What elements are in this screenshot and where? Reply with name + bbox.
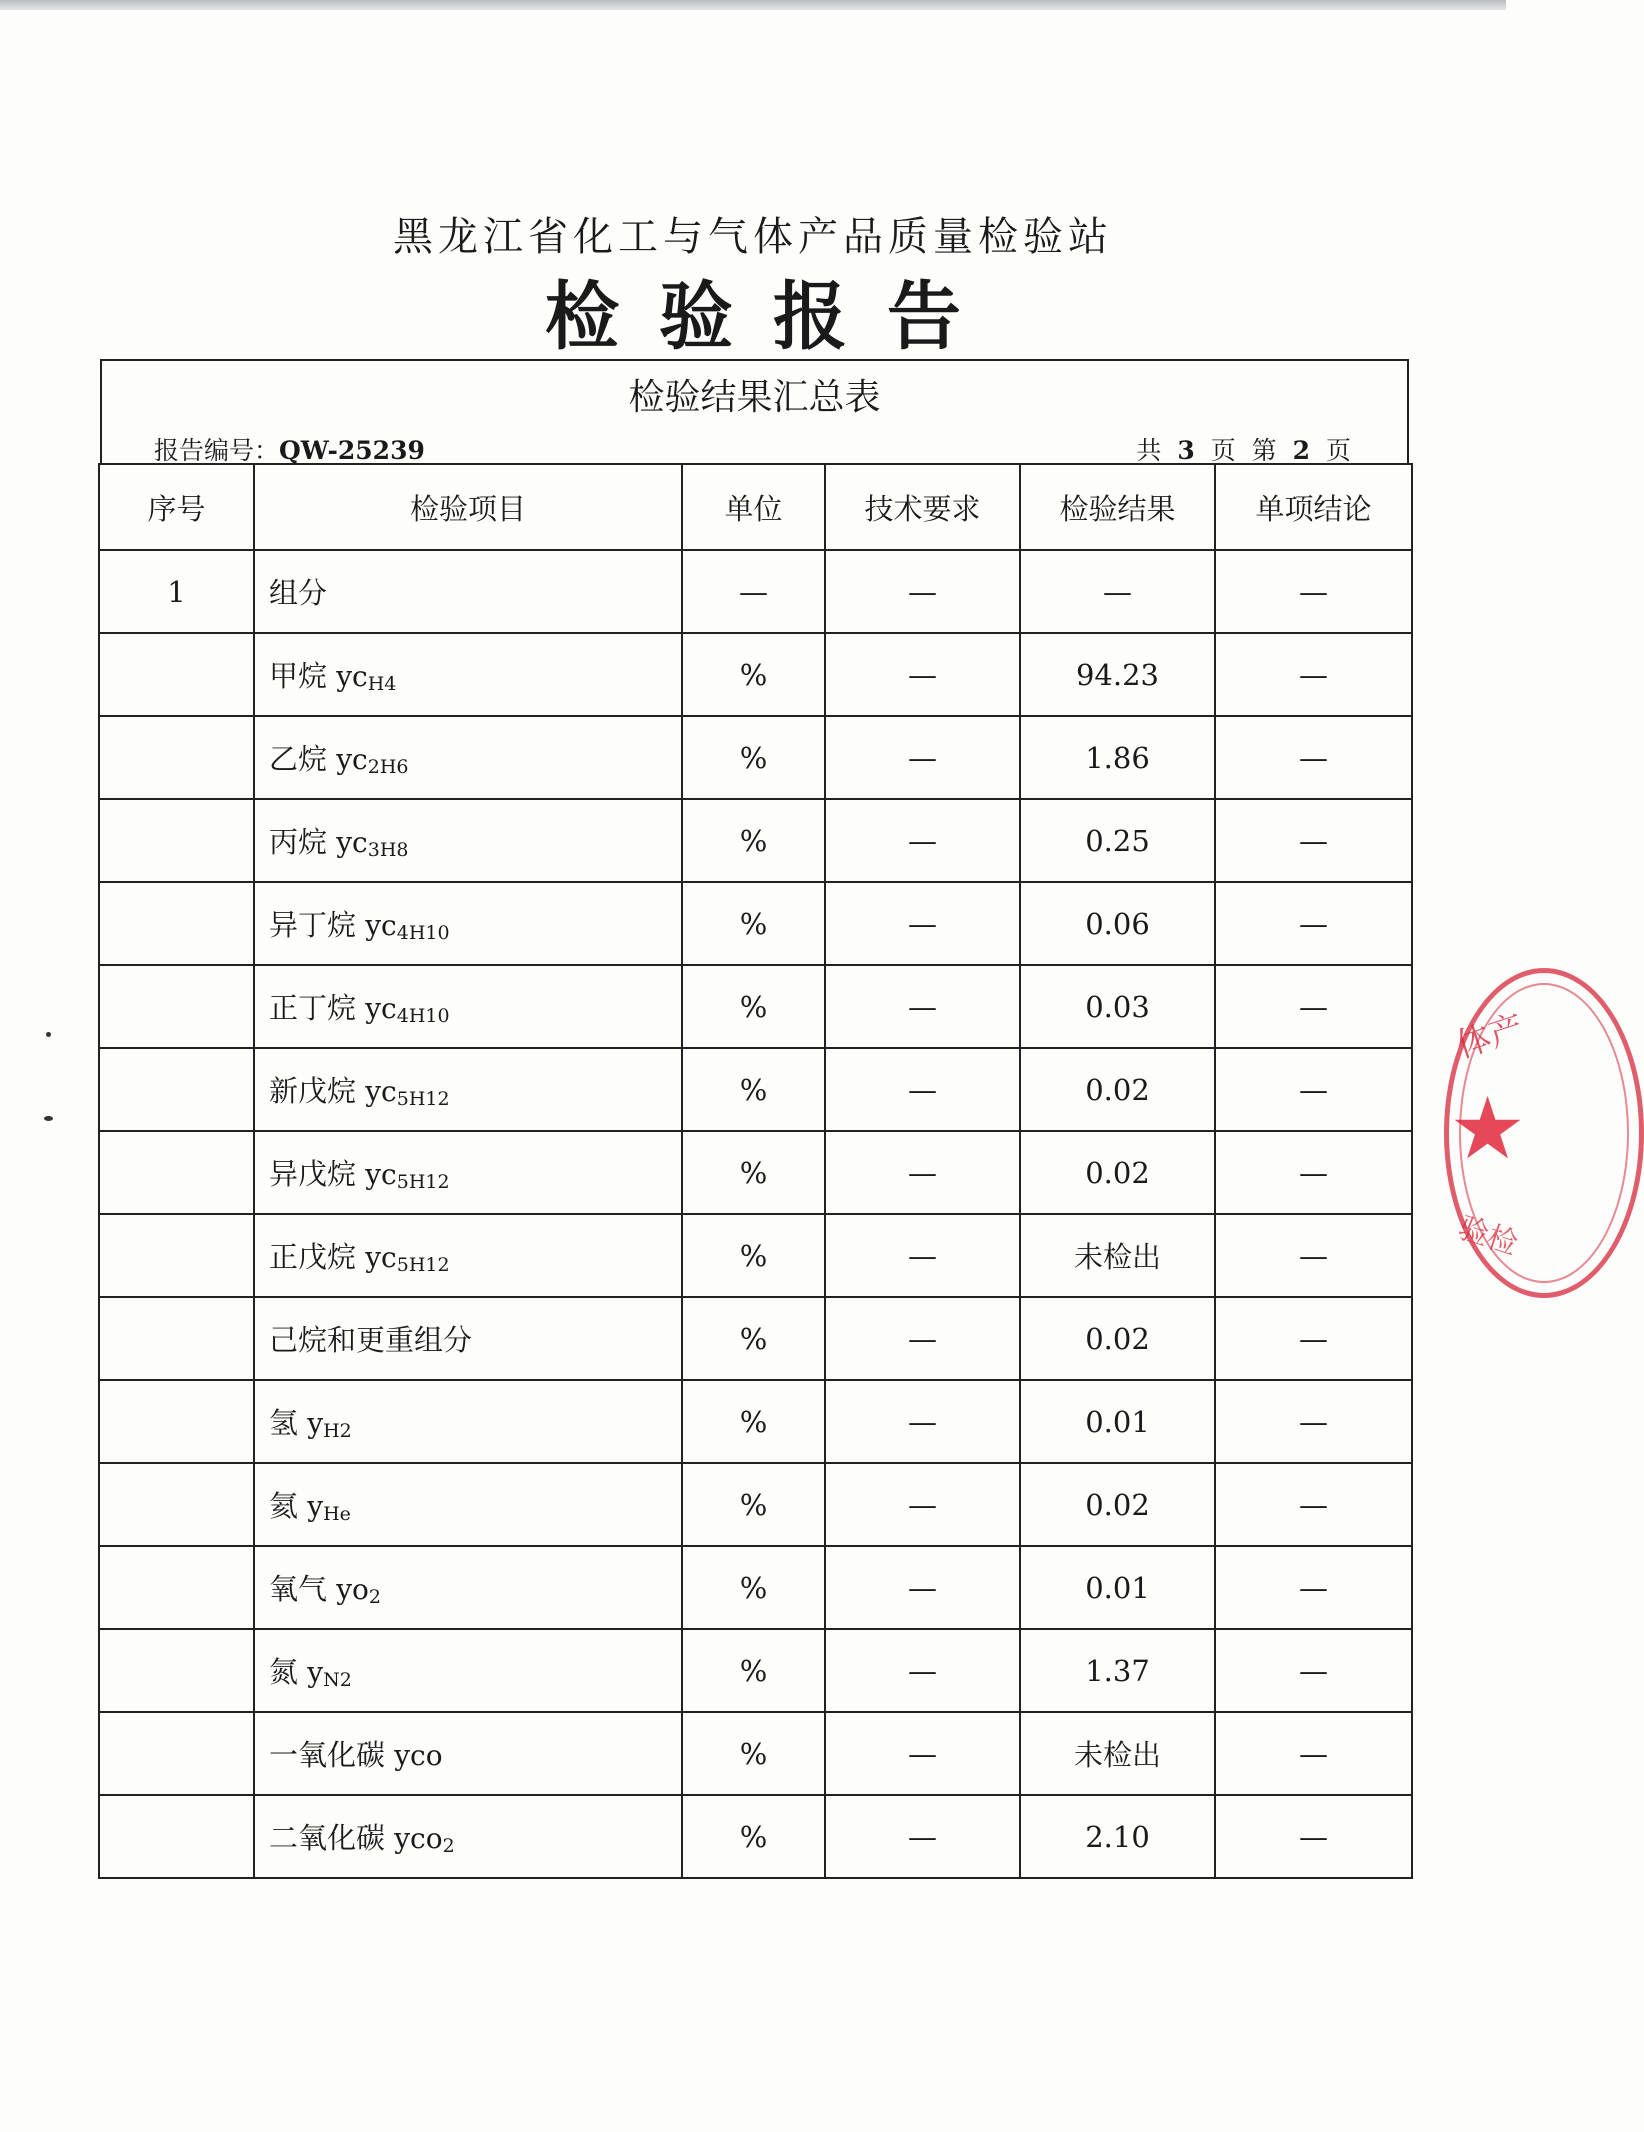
cell-conclusion: — — [1215, 1546, 1412, 1629]
cell-unit: % — [682, 1795, 825, 1878]
item-name: 一氧化碳 — [269, 1738, 386, 1772]
scan-speck — [46, 1032, 51, 1037]
table-row — [99, 965, 1412, 1048]
cell-conclusion: — — [1215, 882, 1412, 965]
cell-requirement: — — [825, 550, 1020, 633]
table-row — [99, 1131, 1412, 1214]
item-name: 氮 — [269, 1655, 299, 1689]
header-requirement: 技术要求 — [825, 464, 1020, 550]
item-symbol-subscript: 5H12 — [396, 1088, 450, 1110]
page-unit: 页 — [1210, 436, 1240, 465]
cell-conclusion: — — [1215, 1463, 1412, 1546]
cell-no — [99, 882, 254, 965]
item-name: 氦 — [269, 1489, 299, 1523]
table-row — [99, 633, 1412, 716]
table-row — [99, 1214, 1412, 1297]
cell-unit: % — [682, 1629, 825, 1712]
cell-requirement: — — [825, 633, 1020, 716]
item-name: 丙烷 — [269, 825, 328, 859]
cell-item — [254, 882, 682, 965]
cell-conclusion: — — [1215, 1380, 1412, 1463]
item-name: 氧气 — [269, 1572, 328, 1606]
item-symbol-subscript: He — [323, 1503, 351, 1525]
cell-unit: % — [682, 965, 825, 1048]
item-symbol — [336, 1573, 381, 1606]
item-name: 己烷和更重组分 — [269, 1323, 473, 1357]
item-name: 甲烷 — [269, 659, 328, 693]
cell-no — [99, 1463, 254, 1546]
cell-conclusion: — — [1215, 1048, 1412, 1131]
item-symbol-subscript: 2 — [442, 1835, 455, 1857]
item-symbol — [336, 743, 408, 776]
cell-requirement: — — [825, 1463, 1020, 1546]
item-symbol-base: yc — [336, 743, 368, 776]
cell-unit: % — [682, 1048, 825, 1131]
item-symbol-base: yo — [336, 1573, 369, 1606]
cell-conclusion: — — [1215, 1712, 1412, 1795]
results-table — [98, 463, 1413, 1879]
table-row — [99, 1463, 1412, 1546]
item-symbol-base: yc — [365, 1241, 397, 1274]
item-symbol — [336, 660, 396, 693]
cell-unit: % — [682, 1131, 825, 1214]
cell-unit: % — [682, 1546, 825, 1629]
cell-item — [254, 1380, 682, 1463]
table-row — [99, 1048, 1412, 1131]
cell-item — [254, 633, 682, 716]
cell-item — [254, 1795, 682, 1878]
page-info — [1136, 431, 1355, 467]
item-symbol-base: y — [307, 1490, 324, 1523]
item-symbol-subscript: 4H10 — [396, 922, 450, 944]
cell-unit: % — [682, 716, 825, 799]
seal-text-top: 体产 — [1451, 1007, 1529, 1067]
cell-item — [254, 1546, 682, 1629]
item-name: 新戊烷 — [269, 1074, 357, 1108]
seal-text-bottom: 验检 — [1453, 1210, 1522, 1263]
summary-title: 检验结果汇总表 — [628, 377, 881, 418]
header-item: 检验项目 — [254, 464, 682, 550]
item-name: 乙烷 — [269, 742, 328, 776]
cell-result: 0.02 — [1020, 1297, 1215, 1380]
item-name: 异戊烷 — [269, 1157, 357, 1191]
cell-unit: % — [682, 882, 825, 965]
cell-no — [99, 716, 254, 799]
header-no: 序号 — [99, 464, 254, 550]
org-title: 黑龙江省化工与气体产品质量检验站 — [393, 214, 1113, 260]
cell-unit: % — [682, 1297, 825, 1380]
cell-conclusion: — — [1215, 1214, 1412, 1297]
table-row — [99, 550, 1412, 633]
table-row — [99, 1546, 1412, 1629]
item-symbol-subscript: 4H10 — [396, 1005, 450, 1027]
cell-no — [99, 1297, 254, 1380]
table-row — [99, 1629, 1412, 1712]
cell-requirement: — — [825, 716, 1020, 799]
item-symbol — [365, 909, 449, 942]
cell-conclusion: — — [1215, 1795, 1412, 1878]
cell-requirement: — — [825, 882, 1020, 965]
table-row — [99, 1712, 1412, 1795]
item-symbol-base: yc — [336, 826, 368, 859]
page-unit-2: 页 — [1325, 436, 1355, 465]
cell-requirement: — — [825, 1795, 1020, 1878]
item-name: 氢 — [269, 1406, 299, 1440]
item-symbol — [307, 1656, 352, 1689]
cell-result: 94.23 — [1020, 633, 1215, 716]
scan-edge — [0, 0, 1506, 10]
item-symbol — [307, 1407, 352, 1440]
report-title: 检验报告 — [545, 274, 1001, 360]
cell-item — [254, 1463, 682, 1546]
star-icon: ★ — [1449, 1079, 1527, 1179]
cell-requirement: — — [825, 965, 1020, 1048]
cell-no — [99, 965, 254, 1048]
cell-result: 0.02 — [1020, 1463, 1215, 1546]
table-header-row — [99, 464, 1412, 550]
cell-result: 2.10 — [1020, 1795, 1215, 1878]
cell-requirement: — — [825, 1380, 1020, 1463]
cell-result: 0.01 — [1020, 1546, 1215, 1629]
item-symbol-base: yc — [365, 1158, 397, 1191]
cell-item — [254, 1712, 682, 1795]
cell-requirement: — — [825, 1546, 1020, 1629]
item-symbol-subscript: 5H12 — [396, 1254, 450, 1276]
item-symbol-subscript: H2 — [323, 1420, 352, 1442]
item-symbol — [365, 992, 449, 1025]
cell-unit: % — [682, 633, 825, 716]
item-symbol-base: y — [307, 1656, 324, 1689]
report-number-value: QW-25239 — [279, 436, 425, 465]
cell-requirement: — — [825, 799, 1020, 882]
item-symbol — [365, 1158, 449, 1191]
item-symbol-subscript: 2H6 — [367, 756, 409, 778]
cell-result: 0.02 — [1020, 1048, 1215, 1131]
header-unit: 单位 — [682, 464, 825, 550]
cell-result: 0.02 — [1020, 1131, 1215, 1214]
cell-unit: % — [682, 1380, 825, 1463]
item-name: 正戊烷 — [269, 1240, 357, 1274]
item-name: 二氧化碳 — [269, 1821, 386, 1855]
item-symbol-base: yc — [365, 909, 397, 942]
header-result: 检验结果 — [1020, 464, 1215, 550]
cell-item — [254, 550, 682, 633]
item-name: 组分 — [269, 576, 328, 610]
page-current: 2 — [1292, 436, 1315, 465]
cell-no — [99, 1214, 254, 1297]
cell-requirement: — — [825, 1712, 1020, 1795]
cell-result: 0.03 — [1020, 965, 1215, 1048]
cell-conclusion: — — [1215, 1629, 1412, 1712]
cell-conclusion: — — [1215, 716, 1412, 799]
table-row — [99, 1297, 1412, 1380]
cell-result: 未检出 — [1020, 1214, 1215, 1297]
table-row — [99, 716, 1412, 799]
table-body — [99, 550, 1412, 1878]
table-row — [99, 1380, 1412, 1463]
table-row — [99, 1795, 1412, 1878]
item-symbol-base: yc — [365, 1075, 397, 1108]
cell-no — [99, 1546, 254, 1629]
item-name: 正丁烷 — [269, 991, 357, 1025]
cell-item — [254, 799, 682, 882]
cell-requirement: — — [825, 1131, 1020, 1214]
item-symbol-base: yc — [336, 660, 368, 693]
cell-item — [254, 716, 682, 799]
item-symbol — [307, 1490, 351, 1523]
item-symbol-subscript: N2 — [323, 1669, 352, 1691]
cell-no — [99, 1131, 254, 1214]
table-row — [99, 799, 1412, 882]
cell-unit: % — [682, 1463, 825, 1546]
cell-item — [254, 1131, 682, 1214]
item-symbol-subscript: 2 — [368, 1586, 382, 1608]
cell-result: 未检出 — [1020, 1712, 1215, 1795]
cell-no: 1 — [99, 550, 254, 633]
cell-no — [99, 1629, 254, 1712]
item-name: 异丁烷 — [269, 908, 357, 942]
item-symbol — [394, 1822, 454, 1855]
header-conclusion: 单项结论 — [1215, 464, 1412, 550]
item-symbol-subscript: H4 — [367, 673, 397, 695]
cell-conclusion: — — [1215, 965, 1412, 1048]
cell-no — [99, 633, 254, 716]
cell-conclusion: — — [1215, 1297, 1412, 1380]
cell-result: 0.25 — [1020, 799, 1215, 882]
cell-result: 1.86 — [1020, 716, 1215, 799]
cell-requirement: — — [825, 1297, 1020, 1380]
report-number-label: 报告编号： — [154, 436, 280, 465]
cell-conclusion: — — [1215, 799, 1412, 882]
cell-item — [254, 1048, 682, 1131]
cell-no — [99, 799, 254, 882]
cell-requirement: — — [825, 1214, 1020, 1297]
official-seal — [1444, 968, 1644, 1298]
item-symbol-base: yco — [394, 1739, 443, 1772]
cell-result: 0.06 — [1020, 882, 1215, 965]
cell-conclusion: — — [1215, 1131, 1412, 1214]
cell-no — [99, 1712, 254, 1795]
item-symbol — [365, 1241, 449, 1274]
report-number — [154, 431, 425, 467]
item-symbol-subscript: 3H8 — [367, 839, 409, 861]
cell-requirement: — — [825, 1048, 1020, 1131]
item-symbol — [365, 1075, 449, 1108]
cell-result: — — [1020, 550, 1215, 633]
cell-item — [254, 965, 682, 1048]
item-symbol — [336, 826, 408, 859]
item-symbol-base: y — [307, 1407, 324, 1440]
page-total: 3 — [1177, 436, 1199, 465]
item-symbol — [394, 1739, 442, 1772]
item-symbol-subscript: 5H12 — [396, 1171, 450, 1193]
cell-no — [99, 1795, 254, 1878]
page-current-prefix: 第 — [1251, 436, 1281, 465]
cell-conclusion: — — [1215, 550, 1412, 633]
cell-unit: % — [682, 799, 825, 882]
cell-item — [254, 1214, 682, 1297]
cell-conclusion: — — [1215, 633, 1412, 716]
summary-header — [100, 359, 1409, 463]
cell-no — [99, 1380, 254, 1463]
cell-unit: — — [682, 550, 825, 633]
item-symbol-base: yco — [394, 1822, 443, 1855]
cell-unit: % — [682, 1214, 825, 1297]
cell-item — [254, 1297, 682, 1380]
cell-unit: % — [682, 1712, 825, 1795]
cell-no — [99, 1048, 254, 1131]
table-row — [99, 882, 1412, 965]
cell-result: 0.01 — [1020, 1380, 1215, 1463]
scan-speck — [44, 1116, 53, 1121]
page-total-prefix: 共 — [1136, 436, 1166, 465]
item-symbol-base: yc — [365, 992, 397, 1025]
cell-item — [254, 1629, 682, 1712]
cell-result: 1.37 — [1020, 1629, 1215, 1712]
cell-requirement: — — [825, 1629, 1020, 1712]
